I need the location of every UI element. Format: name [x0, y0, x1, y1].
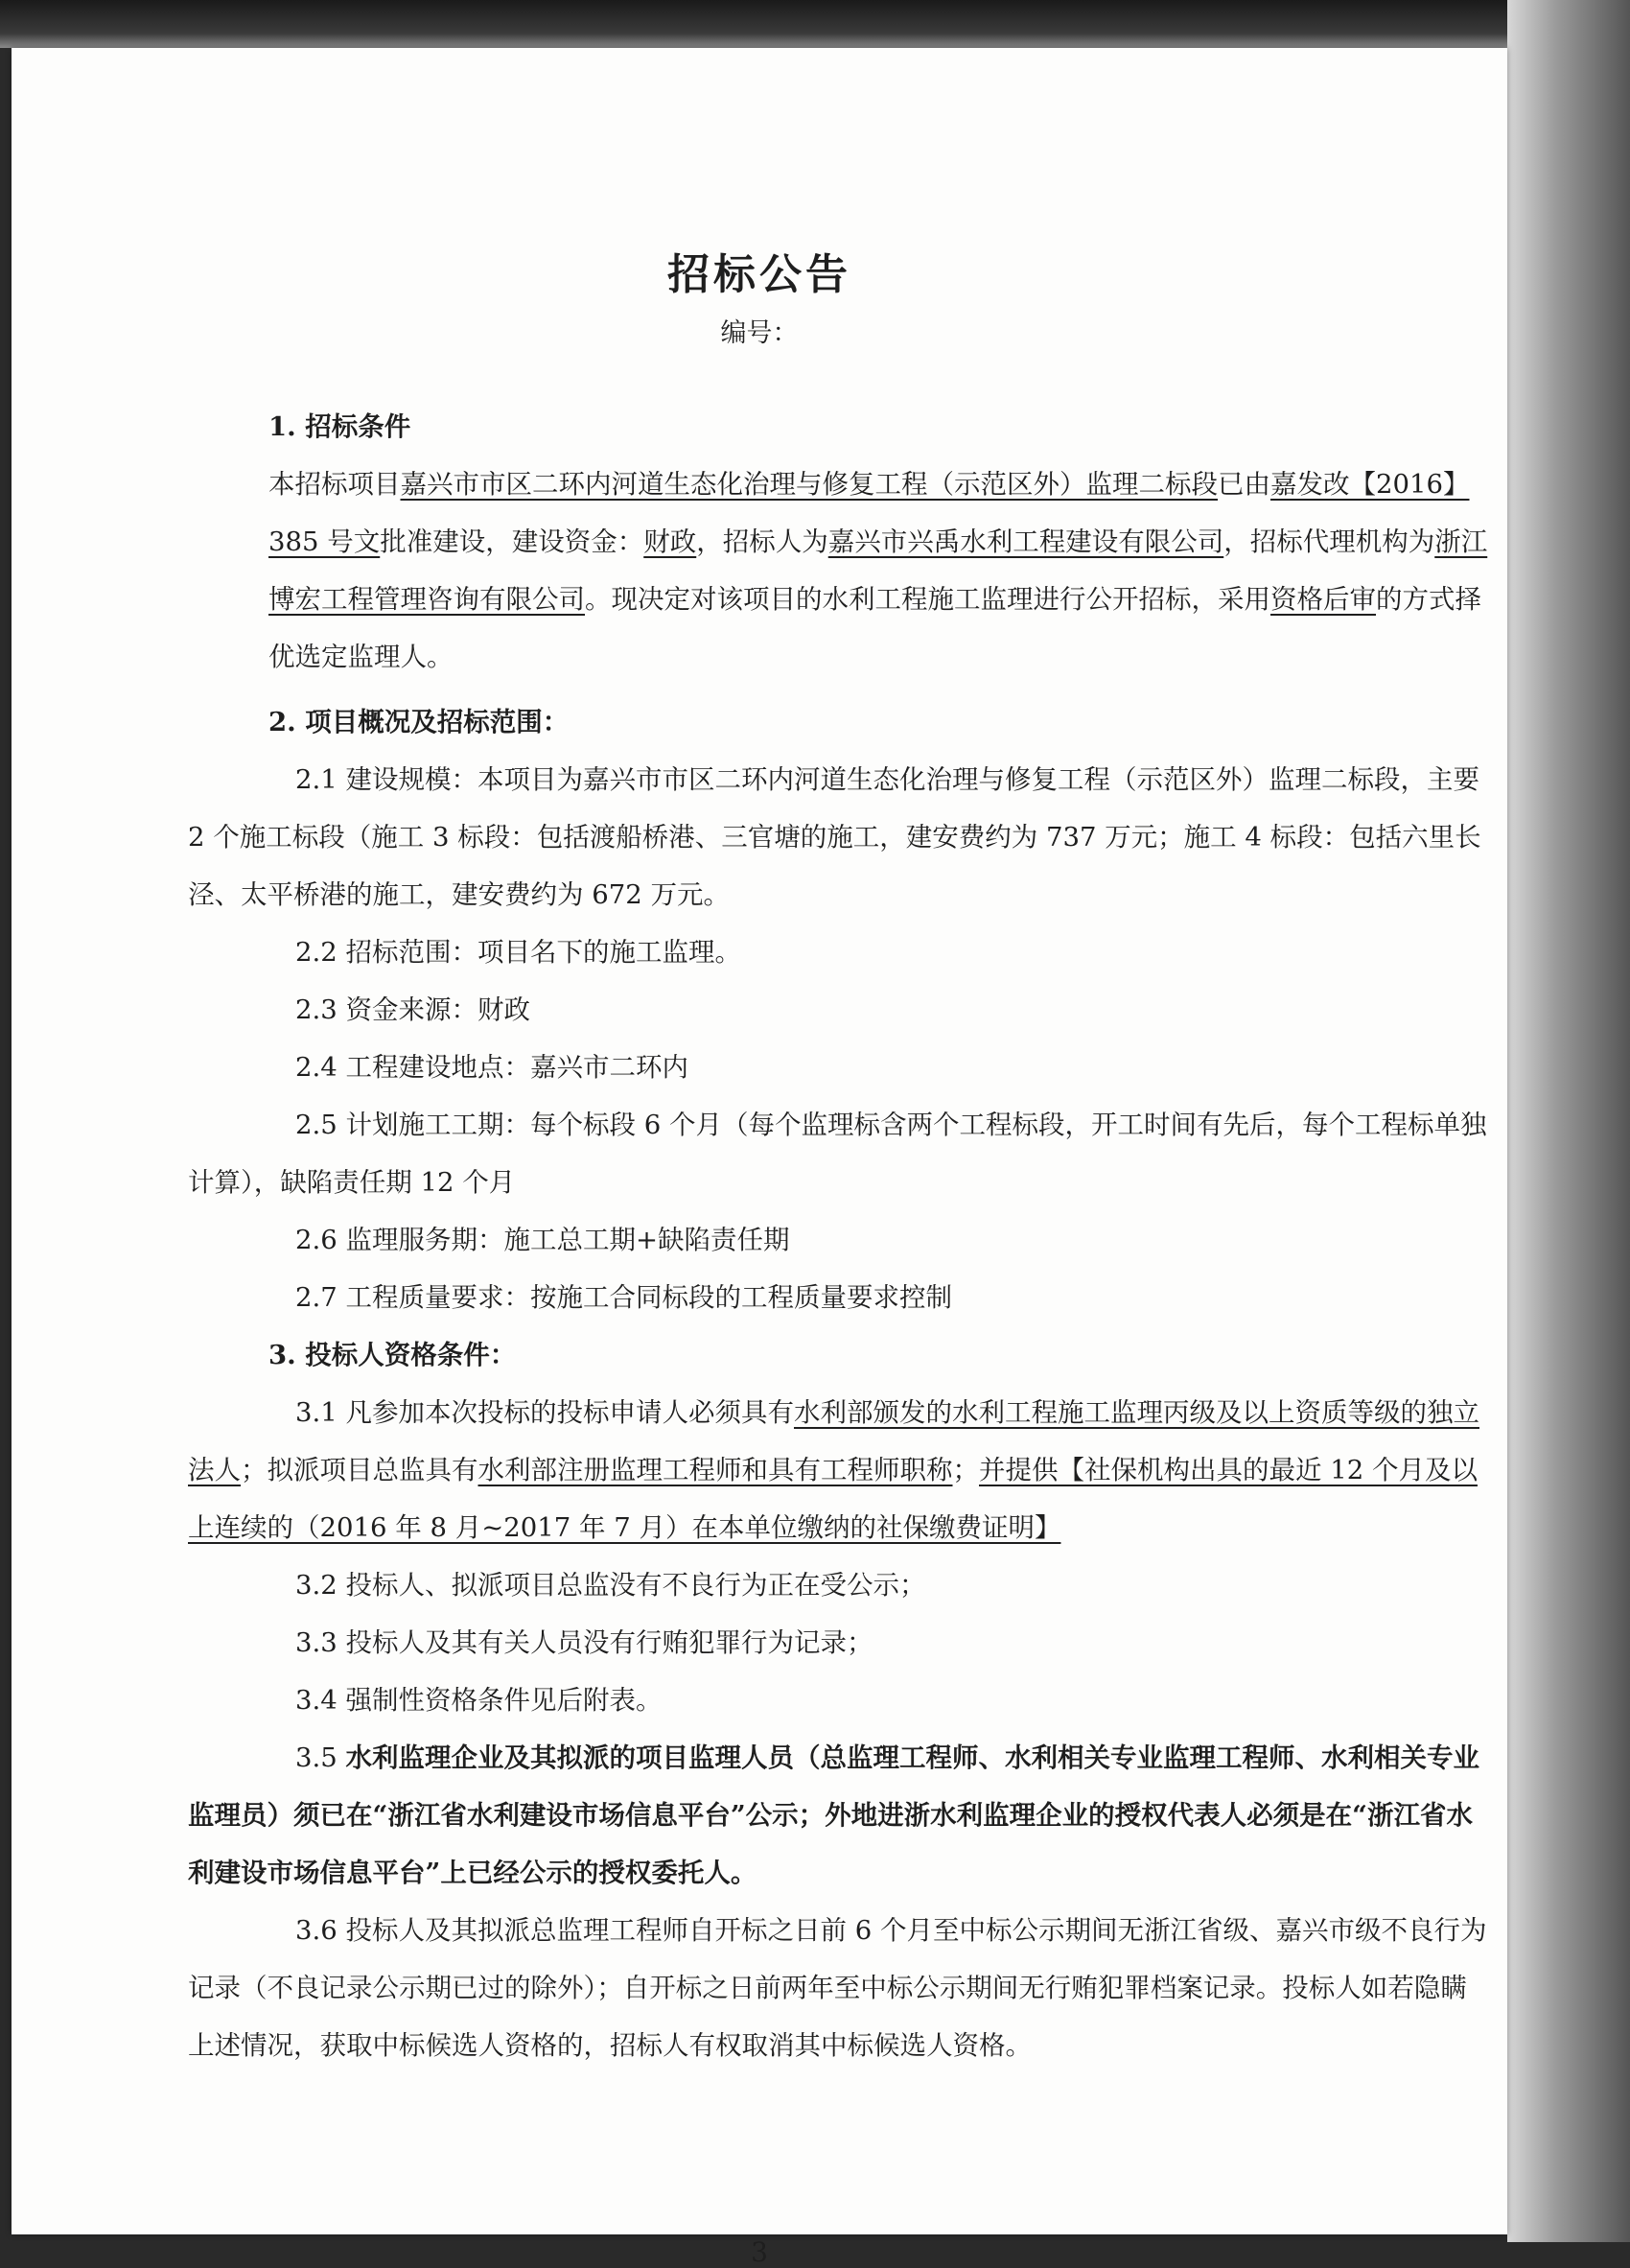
- scan-edge-right: [1507, 0, 1630, 2242]
- text: 的方式择优选定监理人。: [268, 584, 1481, 672]
- qualification-requirement: 水利部颁发的水利工程施工监理丙级及以上资质等级的独立法人: [188, 1397, 1479, 1485]
- document-page: [12, 48, 1507, 2268]
- text: ；拟派项目总监具有: [241, 1455, 478, 1485]
- section-2-5: 2.5 计划施工工期：每个标段 6 个月（每个监理标含两个工程标段，开工时间有先后，每个工程标单独计算），缺陷责任期 12 个月: [188, 1110, 1487, 1198]
- agency: 浙江博宏工程管理咨询有限公司: [268, 526, 1488, 615]
- text: 本招标项目: [268, 469, 401, 500]
- section-2-4: 2.4 工程建设地点：嘉兴市二环内: [295, 1052, 688, 1083]
- review-method: 资格后审: [1270, 584, 1376, 615]
- social-security-requirement: 并提供【社保机构出具的最近 12 个月及以上连续的（2016 年 8 月~2017 年 7 月）在本单位缴纳的社保缴费证明】: [188, 1455, 1478, 1543]
- text: 3.5: [295, 1742, 346, 1773]
- text: ，招标人为: [696, 526, 828, 557]
- section-2-7: 2.7 工程质量要求：按施工合同标段的工程质量要求控制: [295, 1282, 952, 1313]
- section-3-heading: 3. 投标人资格条件：: [268, 1340, 517, 1370]
- text: ，招标代理机构为: [1223, 526, 1435, 557]
- text: 批准建设，建设资金：: [380, 526, 644, 557]
- section-2-3: 2.3 资金来源：财政: [295, 994, 530, 1025]
- text: ；: [952, 1455, 979, 1485]
- tenderer: 嘉兴市兴禹水利工程建设有限公司: [827, 526, 1224, 557]
- section-3-4: 3.4 强制性资格条件见后附表。: [295, 1685, 663, 1716]
- director-requirement: 水利部注册监理工程师和具有工程师职称: [477, 1455, 953, 1485]
- text: 。现决定对该项目的水利工程施工监理进行公开招标，采用: [585, 584, 1270, 615]
- section-2-1: 2.1 建设规模：本项目为嘉兴市市区二环内河道生态化治理与修复工程（示范区外）监理二标段，主要 2 个施工标段（施工 3 标段：包括渡船桥港、三官塘的施工，建安费约为 737 万元；施工 4 标段：包括六里长泾、太平桥港的施工，建安费约为 672 万元。: [188, 764, 1481, 910]
- approval-doc: 嘉发改【2016】385 号文: [268, 469, 1470, 557]
- scan-edge-top: [0, 0, 1630, 48]
- section-3-6: 3.6 投标人及其拟派总监理工程师自开标之日前 6 个月至中标公示期间无浙江省级、嘉兴市级不良行为记录（不良记录公示期已过的除外）；自开标之日前两年至中标公示期间无行贿犯罪档案记录。投标人如若隐瞒上述情况，获取中标候选人资格的，招标人有权取消其中标候选人资格。: [188, 1915, 1487, 2061]
- section-2-6: 2.6 监理服务期：施工总工期+缺陷责任期: [295, 1225, 790, 1255]
- funding: 财政: [643, 526, 697, 557]
- section-3-1: [188, 1384, 1488, 1556]
- number-label: 编号：: [720, 318, 799, 348]
- page-number: 3: [751, 2236, 768, 2268]
- text: 已由: [1218, 469, 1270, 500]
- section-2-heading: 2. 项目概况及招标范围：: [268, 707, 570, 737]
- section-1-heading: 1. 招标条件: [268, 411, 411, 442]
- document-body: [188, 398, 1488, 2074]
- section-3-2: 3.2 投标人、拟派项目总监没有不良行为正在受公示；: [295, 1570, 926, 1601]
- text: 3.1 凡参加本次投标的投标申请人必须具有: [295, 1397, 794, 1428]
- section-3-5: [188, 1729, 1488, 1902]
- project-name: 嘉兴市市区二环内河道生态化治理与修复工程（示范区外）监理二标段: [400, 469, 1218, 500]
- section-3-3: 3.3 投标人及其有关人员没有行贿犯罪行为记录；: [295, 1627, 873, 1658]
- section-1-paragraph: [188, 456, 1488, 686]
- page-title: 招标公告: [667, 250, 851, 299]
- section-3-5-bold-text: 水利监理企业及其拟派的项目监理人员（总监理工程师、水利相关专业监理工程师、水利相关专业监理员）须已在“浙江省水利建设市场信息平台”公示；外地进浙水利监理企业的授权代表人必须是在“浙江省水利建设市场信息平台”上已经公示的授权委托人。: [188, 1742, 1479, 1888]
- section-2-2: 2.2 招标范围：项目名下的施工监理。: [295, 937, 741, 968]
